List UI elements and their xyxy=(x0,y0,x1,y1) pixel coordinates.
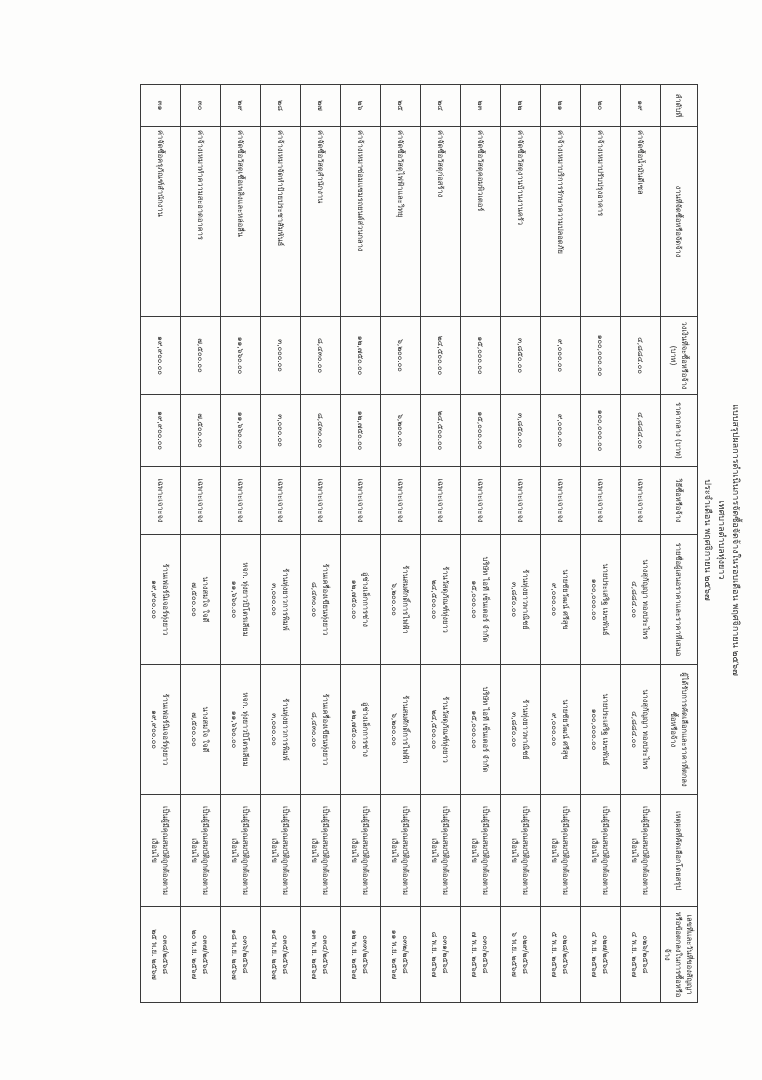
winner-cell xyxy=(501,665,541,795)
winner-name: นายประเสริฐ เมฆพันธ์ xyxy=(601,693,611,766)
agency-name: เทศบาลตำบลทุ่งยาว xyxy=(716,500,726,580)
col-header-bidders: รายชื่อผู้เสนอราคาและราคาที่เสนอ xyxy=(661,535,698,665)
contract-cell xyxy=(381,907,421,1003)
reason-cell xyxy=(541,795,581,907)
reason-line-2: เงื่อนไข xyxy=(270,838,280,863)
bidder-name: นายชัยวัฒน์ ศรีสุข xyxy=(561,569,571,630)
row-number: ๒๐ xyxy=(581,85,621,127)
contract-number: ๐๓๑/๒๕๖๘ xyxy=(441,935,451,974)
budget-amount: ๑๙,๙๐๐.๐๐ xyxy=(141,317,181,395)
contract-cell xyxy=(581,907,621,1003)
bid-price: ๓,๘๕๐.๐๐ xyxy=(510,581,520,618)
procurement-item: ค่าจ้างเหมาจัดทำป้ายประชาสัมพันธ์ xyxy=(261,127,301,317)
reason-cell xyxy=(141,795,181,907)
median-price: ๙,๐๐๐.๐๐ xyxy=(541,395,581,467)
table-row xyxy=(501,85,541,1003)
reason-line-1: เป็นผู้มีคุณสมบัติถูกต้องตาม xyxy=(241,805,251,896)
table-row xyxy=(381,85,421,1003)
procurement-item: ค่าจัดซื้อครุภัณฑ์สำนักงาน xyxy=(141,127,181,317)
reason-line-1: เป็นผู้มีคุณสมบัติถูกต้องตาม xyxy=(561,805,571,896)
bid-price: ๒๔,๕๐๐.๐๐ xyxy=(430,579,440,620)
procurement-method: เฉพาะเจาะจง xyxy=(221,467,261,535)
contract-date: ๒๕ พ.ย. ๒๕๖๗ xyxy=(150,929,160,980)
contract-date: ๘ พ.ย. ๒๕๖๗ xyxy=(430,931,440,978)
row-number: ๒๓ xyxy=(461,85,501,127)
report-period: ประจำเดือน พฤศจิกายน ๒๕๖๗ xyxy=(702,479,712,601)
table-row xyxy=(261,85,301,1003)
reason-line-1: เป็นผู้มีคุณสมบัติถูกต้องตาม xyxy=(281,805,291,896)
bid-price: ๙,๐๐๐.๐๐ xyxy=(550,582,560,617)
procurement-method: เฉพาะเจาะจง xyxy=(541,467,581,535)
contract-cell xyxy=(261,907,301,1003)
procurement-method: เฉพาะเจาะจง xyxy=(581,467,621,535)
bidder-cell xyxy=(461,535,501,665)
bidder-name: ร้านเฟอร์นิเจอร์ทุ่งยาว xyxy=(161,563,171,636)
winner-name: ร้านทุ่งยาวพาณิชย์ xyxy=(521,699,531,760)
bidder-name: นายประเสริฐ เมฆพันธ์ xyxy=(601,563,611,636)
reason-line-2: เงื่อนไข xyxy=(510,838,520,863)
bid-price: ๑๑,๖๖๐.๐๐ xyxy=(230,580,240,619)
reason-line-2: เงื่อนไข xyxy=(470,838,480,863)
contract-cell xyxy=(621,907,661,1003)
median-price: ๑๙,๙๐๐.๐๐ xyxy=(141,395,181,467)
agreed-price: ๓,๐๐๐.๐๐ xyxy=(270,713,280,746)
contract-date: ๗ พ.ย. ๒๕๖๗ xyxy=(470,931,480,978)
col-header-winner: ผู้ได้รับการคัดเลือกและราคาที่ตกลงซื้อหรือจ้าง xyxy=(661,665,698,795)
reason-line-1: เป็นผู้มีคุณสมบัติถูกต้องตาม xyxy=(481,805,491,896)
winner-cell xyxy=(541,665,581,795)
row-number: ๓๑ xyxy=(141,85,181,127)
procurement-item: ค่าจัดซื้อวัสดุคอมพิวเตอร์ xyxy=(461,127,501,317)
median-price: ๖,๒๐๐.๐๐ xyxy=(381,395,421,467)
bidder-cell xyxy=(141,535,181,665)
reason-cell xyxy=(341,795,381,907)
bidder-cell xyxy=(421,535,461,665)
median-price: ๒๔,๕๐๐.๐๐ xyxy=(421,395,461,467)
contract-date: ๑๓ พ.ย. ๒๕๖๗ xyxy=(310,929,320,980)
contract-number: ๐๓๕/๒๕๖๘ xyxy=(281,934,291,975)
bid-price: ๑๒,๗๕๐.๐๐ xyxy=(350,579,360,620)
winner-name: ร้านสมศักดิ์การไฟฟ้า xyxy=(401,695,411,764)
contract-cell xyxy=(501,907,541,1003)
bidder-name: ร้านวัสดุภัณฑ์ทุ่งยาว xyxy=(441,566,451,633)
bid-price: ๑๕,๐๐๐.๐๐ xyxy=(470,580,480,619)
agreed-price: ๑๐๐,๐๐๐.๐๐ xyxy=(590,708,600,751)
procurement-method: เฉพาะเจาะจง xyxy=(501,467,541,535)
median-price: ๑๐๐,๐๐๐.๐๐ xyxy=(581,395,621,467)
procurement-method: เฉพาะเจาะจง xyxy=(341,467,381,535)
bidder-cell xyxy=(181,535,221,665)
budget-amount: ๑๑,๖๖๐.๐๐ xyxy=(221,317,261,395)
median-price: ๑๑,๖๖๐.๐๐ xyxy=(221,395,261,467)
winner-cell xyxy=(261,665,301,795)
contract-date: ๔ พ.ย. ๒๕๖๗ xyxy=(630,931,640,978)
table-row xyxy=(581,85,621,1003)
table-row xyxy=(301,85,341,1003)
row-number: ๒๙ xyxy=(221,85,261,127)
document-sheet xyxy=(10,26,752,1054)
contract-number: ๐๓๒/๒๕๖๘ xyxy=(401,935,411,974)
reason-line-2: เงื่อนไข xyxy=(310,838,320,863)
budget-amount: ๘,๔๓๐.๐๐ xyxy=(301,317,341,395)
contract-number: ๐๓๗/๒๕๖๘ xyxy=(201,934,211,975)
bidder-name: นางสุกัญญา ทองประไพร xyxy=(641,559,651,640)
median-price: ๓,๘๕๐.๐๐ xyxy=(501,395,541,467)
document-title: แบบสรุปผลการดำเนินการจัดซื้อจัดจ้างในรอบเดือน พฤศจิกายน ๒๕๖๗ xyxy=(730,404,740,676)
winner-cell xyxy=(621,665,661,795)
budget-amount: ๑๐๐,๐๐๐.๐๐ xyxy=(581,317,621,395)
table-row xyxy=(181,85,221,1003)
contract-number: ๐๓๔/๒๕๖๘ xyxy=(321,934,331,975)
row-number: ๒๔ xyxy=(421,85,461,127)
median-price: ๔,๘๘๔.๐๐ xyxy=(621,395,661,467)
winner-cell xyxy=(141,665,181,795)
row-number: ๒๑ xyxy=(541,85,581,127)
col-header-median-price: ราคากลาง (บาท) xyxy=(661,395,698,467)
contract-cell xyxy=(461,907,501,1003)
reason-line-1: เป็นผู้มีคุณสมบัติถูกต้องตาม xyxy=(441,805,451,896)
budget-amount: ๓,๘๕๐.๐๐ xyxy=(501,317,541,395)
procurement-method: เฉพาะเจาะจง xyxy=(381,467,421,535)
table-row xyxy=(141,85,181,1003)
contract-date: ๔ พ.ย. ๒๕๖๗ xyxy=(590,931,600,978)
bidder-cell xyxy=(581,535,621,665)
winner-cell xyxy=(301,665,341,795)
winner-cell xyxy=(581,665,621,795)
reason-cell xyxy=(221,795,261,907)
reason-line-2: เงื่อนไข xyxy=(390,838,400,863)
contract-number: ๐๒๗/๒๕๖๘ xyxy=(601,935,611,974)
reason-cell xyxy=(421,795,461,907)
budget-amount: ๖,๒๐๐.๐๐ xyxy=(381,317,421,395)
contract-date: ๑๒ พ.ย. ๒๕๖๗ xyxy=(350,929,360,980)
procurement-method: เฉพาะเจาะจง xyxy=(261,467,301,535)
table-row xyxy=(541,85,581,1003)
reason-cell xyxy=(381,795,421,907)
winner-cell xyxy=(461,665,501,795)
reason-line-1: เป็นผู้มีคุณสมบัติถูกต้องตาม xyxy=(361,805,371,896)
col-header-method: วิธีซื้อหรือจ้าง xyxy=(661,467,698,535)
procurement-item: ค่าจ้างเหมาซ่อมแซมรถยนต์ส่วนกลาง xyxy=(341,127,381,317)
median-price: ๘,๔๓๐.๐๐ xyxy=(301,395,341,467)
row-number: ๓๐ xyxy=(181,85,221,127)
agreed-price: ๓,๘๕๐.๐๐ xyxy=(510,711,520,748)
table-row xyxy=(421,85,461,1003)
contract-number: ๐๒๖/๒๕๖๘ xyxy=(641,935,651,974)
reason-line-1: เป็นผู้มีคุณสมบัติถูกต้องตาม xyxy=(641,805,651,896)
col-header-contract: เลขที่และวันที่ของสัญญาหรือข้อตกลงในการซื้อหรือจ้าง xyxy=(661,907,698,1003)
winner-cell xyxy=(381,665,421,795)
reason-line-2: เงื่อนไข xyxy=(430,838,440,863)
budget-amount: ๗,๕๐๐.๐๐ xyxy=(181,317,221,395)
contract-cell xyxy=(141,907,181,1003)
winner-name: ร้านทุ่งยาวการพิมพ์ xyxy=(281,698,291,761)
contract-cell xyxy=(421,907,461,1003)
winner-cell xyxy=(421,665,461,795)
bid-price: ๗,๕๐๐.๐๐ xyxy=(190,582,200,617)
contract-cell xyxy=(181,907,221,1003)
bidder-name: อู่ช่างเล็กการช่าง xyxy=(361,572,371,627)
bidder-cell xyxy=(501,535,541,665)
row-number: ๑๙ xyxy=(621,85,661,127)
median-price: ๑๕,๐๐๐.๐๐ xyxy=(461,395,501,467)
agreed-price: ๙,๐๐๐.๐๐ xyxy=(550,712,560,747)
procurement-method: เฉพาะเจาะจง xyxy=(141,467,181,535)
bidder-cell xyxy=(621,535,661,665)
reason-line-1: เป็นผู้มีคุณสมบัติถูกต้องตาม xyxy=(401,805,411,896)
agreed-price: ๑๕,๐๐๐.๐๐ xyxy=(470,710,480,749)
procurement-item: ค่าจัดซื้อวัสดุก่อสร้าง xyxy=(421,127,461,317)
bid-price: ๓,๐๐๐.๐๐ xyxy=(270,583,280,616)
budget-amount: ๔,๘๘๔.๐๐ xyxy=(621,317,661,395)
contract-number: ๐๓๘/๒๕๖๘ xyxy=(161,934,171,975)
row-number: ๒๗ xyxy=(301,85,341,127)
procurement-method: เฉพาะเจาะจง xyxy=(301,467,341,535)
procurement-method: เฉพาะเจาะจง xyxy=(421,467,461,535)
agreed-price: ๘,๔๓๐.๐๐ xyxy=(310,711,320,748)
reason-cell xyxy=(301,795,341,907)
winner-name: ร้านวัสดุภัณฑ์ทุ่งยาว xyxy=(441,696,451,763)
table-body xyxy=(141,85,661,1003)
procurement-item: ค่าจัดซื้อวัสดุสำนักงาน xyxy=(301,127,341,317)
budget-amount: ๑๒,๗๕๐.๐๐ xyxy=(341,317,381,395)
bid-price: ๔,๘๘๔.๐๐ xyxy=(630,581,640,618)
procurement-item: ค่าจัดซื้อวัสดุงานบ้านงานครัว xyxy=(501,127,541,317)
median-price: ๑๒,๗๕๐.๐๐ xyxy=(341,395,381,467)
table-row xyxy=(461,85,501,1003)
procurement-method: เฉพาะเจาะจง xyxy=(621,467,661,535)
winner-name: นายชัยวัฒน์ ศรีสุข xyxy=(561,699,571,760)
reason-line-2: เงื่อนไข xyxy=(630,838,640,863)
contract-number: ๐๓๐/๒๕๖๘ xyxy=(481,935,491,974)
contract-date: ๖ พ.ย. ๒๕๖๗ xyxy=(510,932,520,977)
table-row xyxy=(621,85,661,1003)
reason-cell xyxy=(621,795,661,907)
bid-price: ๘,๔๓๐.๐๐ xyxy=(310,581,320,618)
procurement-item: ค่าจ้างเหมาทำความสะอาดอาคาร xyxy=(181,127,221,317)
winner-cell xyxy=(221,665,261,795)
bidder-name: ร้านสมศักดิ์การไฟฟ้า xyxy=(401,565,411,634)
procurement-item: ค่าจัดซื้อน้ำมันดีเซล xyxy=(621,127,661,317)
reason-line-1: เป็นผู้มีคุณสมบัติถูกต้องตาม xyxy=(601,805,611,896)
row-number: ๒๖ xyxy=(341,85,381,127)
contract-cell xyxy=(341,907,381,1003)
procurement-item: ค่าจ้างเหมาบริการรักษาความปลอดภัย xyxy=(541,127,581,317)
bidder-name: ร้านทุ่งยาวการพิมพ์ xyxy=(281,568,291,631)
bidder-cell xyxy=(541,535,581,665)
reason-line-2: เงื่อนไข xyxy=(350,838,360,863)
table-row xyxy=(221,85,261,1003)
agreed-price: ๑๑,๖๖๐.๐๐ xyxy=(230,710,240,749)
bidder-cell xyxy=(381,535,421,665)
median-price: ๓,๐๐๐.๐๐ xyxy=(261,395,301,467)
bidder-name: ร้านทุ่งยาวพาณิชย์ xyxy=(521,569,531,630)
table-row xyxy=(341,85,381,1003)
budget-amount: ๑๕,๐๐๐.๐๐ xyxy=(461,317,501,395)
reason-line-1: เป็นผู้มีคุณสมบัติถูกต้องตาม xyxy=(161,805,171,896)
reason-line-2: เงื่อนไข xyxy=(150,838,160,863)
reason-line-1: เป็นผู้มีคุณสมบัติถูกต้องตาม xyxy=(521,805,531,896)
contract-cell xyxy=(301,907,341,1003)
reason-line-1: เป็นผู้มีคุณสมบัติถูกต้องตาม xyxy=(201,805,211,896)
col-header-no: ลำดับที่ xyxy=(661,85,698,127)
agreed-price: ๗,๕๐๐.๐๐ xyxy=(190,712,200,747)
reason-cell xyxy=(501,795,541,907)
procurement-item: ค่าจัดซื้อวัสดุไฟฟ้าและวิทยุ xyxy=(381,127,421,317)
table-header-row xyxy=(661,85,698,1003)
contract-date: ๕ พ.ย. ๒๕๖๗ xyxy=(550,931,560,978)
row-number: ๒๕ xyxy=(381,85,421,127)
winner-cell xyxy=(341,665,381,795)
agreed-price: ๖,๒๐๐.๐๐ xyxy=(390,713,400,746)
procurement-table xyxy=(140,84,698,1003)
bidder-name: หจก. ทุ่งยาวปิโตรเลียม xyxy=(241,562,251,637)
procurement-method: เฉพาะเจาะจง xyxy=(181,467,221,535)
winner-name: นางสุกัญญา ทองประไพร xyxy=(641,689,651,770)
reason-line-2: เงื่อนไข xyxy=(190,838,200,863)
contract-cell xyxy=(221,907,261,1003)
reason-line-2: เงื่อนไข xyxy=(230,838,240,863)
row-number: ๒๒ xyxy=(501,85,541,127)
budget-amount: ๙,๐๐๐.๐๐ xyxy=(541,317,581,395)
procurement-item: ค่าจ้างเหมาปรับปรุงอาคาร xyxy=(581,127,621,317)
winner-cell xyxy=(181,665,221,795)
bidder-cell xyxy=(301,535,341,665)
winner-name: ร้านเครื่องเขียนทุ่งยาว xyxy=(321,693,331,766)
reason-cell xyxy=(581,795,621,907)
contract-date: ๑๔ พ.ย. ๒๕๖๗ xyxy=(270,929,280,980)
contract-number: ๐๒๘/๒๕๖๘ xyxy=(561,934,571,974)
reason-line-2: เงื่อนไข xyxy=(550,838,560,863)
winner-name: หจก. ทุ่งยาวปิโตรเลียม xyxy=(241,692,251,767)
bidder-cell xyxy=(221,535,261,665)
budget-amount: ๓,๐๐๐.๐๐ xyxy=(261,317,301,395)
contract-number: ๐๓๓/๒๕๖๘ xyxy=(361,935,371,974)
reason-cell xyxy=(261,795,301,907)
winner-name: อู่ช่างเล็กการช่าง xyxy=(361,702,371,757)
bid-price: ๑๐๐,๐๐๐.๐๐ xyxy=(590,578,600,621)
procurement-method: เฉพาะเจาะจง xyxy=(461,467,501,535)
bidder-cell xyxy=(341,535,381,665)
agreed-price: ๑๙,๙๐๐.๐๐ xyxy=(150,710,160,749)
agreed-price: ๑๒,๗๕๐.๐๐ xyxy=(350,709,360,750)
winner-name: นางสมใจ ใจดี xyxy=(201,706,211,753)
bidder-cell xyxy=(261,535,301,665)
col-header-item: งานที่จัดซื้อหรือจัดจ้าง xyxy=(661,127,698,317)
bidder-name: บริษัท ไอที เซ็นเตอร์ จำกัด xyxy=(481,556,491,643)
reason-line-1: เป็นผู้มีคุณสมบัติถูกต้องตาม xyxy=(321,805,331,896)
winner-name: ร้านเฟอร์นิเจอร์ทุ่งยาว xyxy=(161,693,171,766)
col-header-budget: วงเงินที่จะซื้อหรือจ้าง (บาท) xyxy=(661,317,698,395)
contract-number: ๐๓๖/๒๕๖๘ xyxy=(241,935,251,974)
col-header-reason: เหตุผลที่คัดเลือกโดยสรุป xyxy=(661,795,698,907)
bid-price: ๖,๒๐๐.๐๐ xyxy=(390,583,400,616)
reason-line-2: เงื่อนไข xyxy=(590,838,600,863)
contract-date: ๑๘ พ.ย. ๒๕๖๗ xyxy=(230,929,240,980)
budget-amount: ๒๔,๕๐๐.๐๐ xyxy=(421,317,461,395)
reason-cell xyxy=(461,795,501,907)
contract-number: ๐๒๙/๒๕๖๘ xyxy=(521,935,531,974)
contract-date: ๑๑ พ.ย. ๒๕๖๗ xyxy=(390,929,400,980)
agreed-price: ๔,๘๘๔.๐๐ xyxy=(630,711,640,748)
bid-price: ๑๙,๙๐๐.๐๐ xyxy=(150,580,160,619)
contract-date: ๒๐ พ.ย. ๒๕๖๗ xyxy=(190,929,200,980)
winner-name: บริษัท ไอที เซ็นเตอร์ จำกัด xyxy=(481,686,491,773)
contract-cell xyxy=(541,907,581,1003)
bidder-name: ร้านเครื่องเขียนทุ่งยาว xyxy=(321,563,331,636)
bidder-name: นางสมใจ ใจดี xyxy=(201,576,211,623)
median-price: ๗,๕๐๐.๐๐ xyxy=(181,395,221,467)
reason-cell xyxy=(181,795,221,907)
agreed-price: ๒๔,๕๐๐.๐๐ xyxy=(430,709,440,750)
row-number: ๒๘ xyxy=(261,85,301,127)
procurement-item: ค่าจัดซื้อวัสดุเชื้อเพลิงและหล่อลื่น xyxy=(221,127,261,317)
